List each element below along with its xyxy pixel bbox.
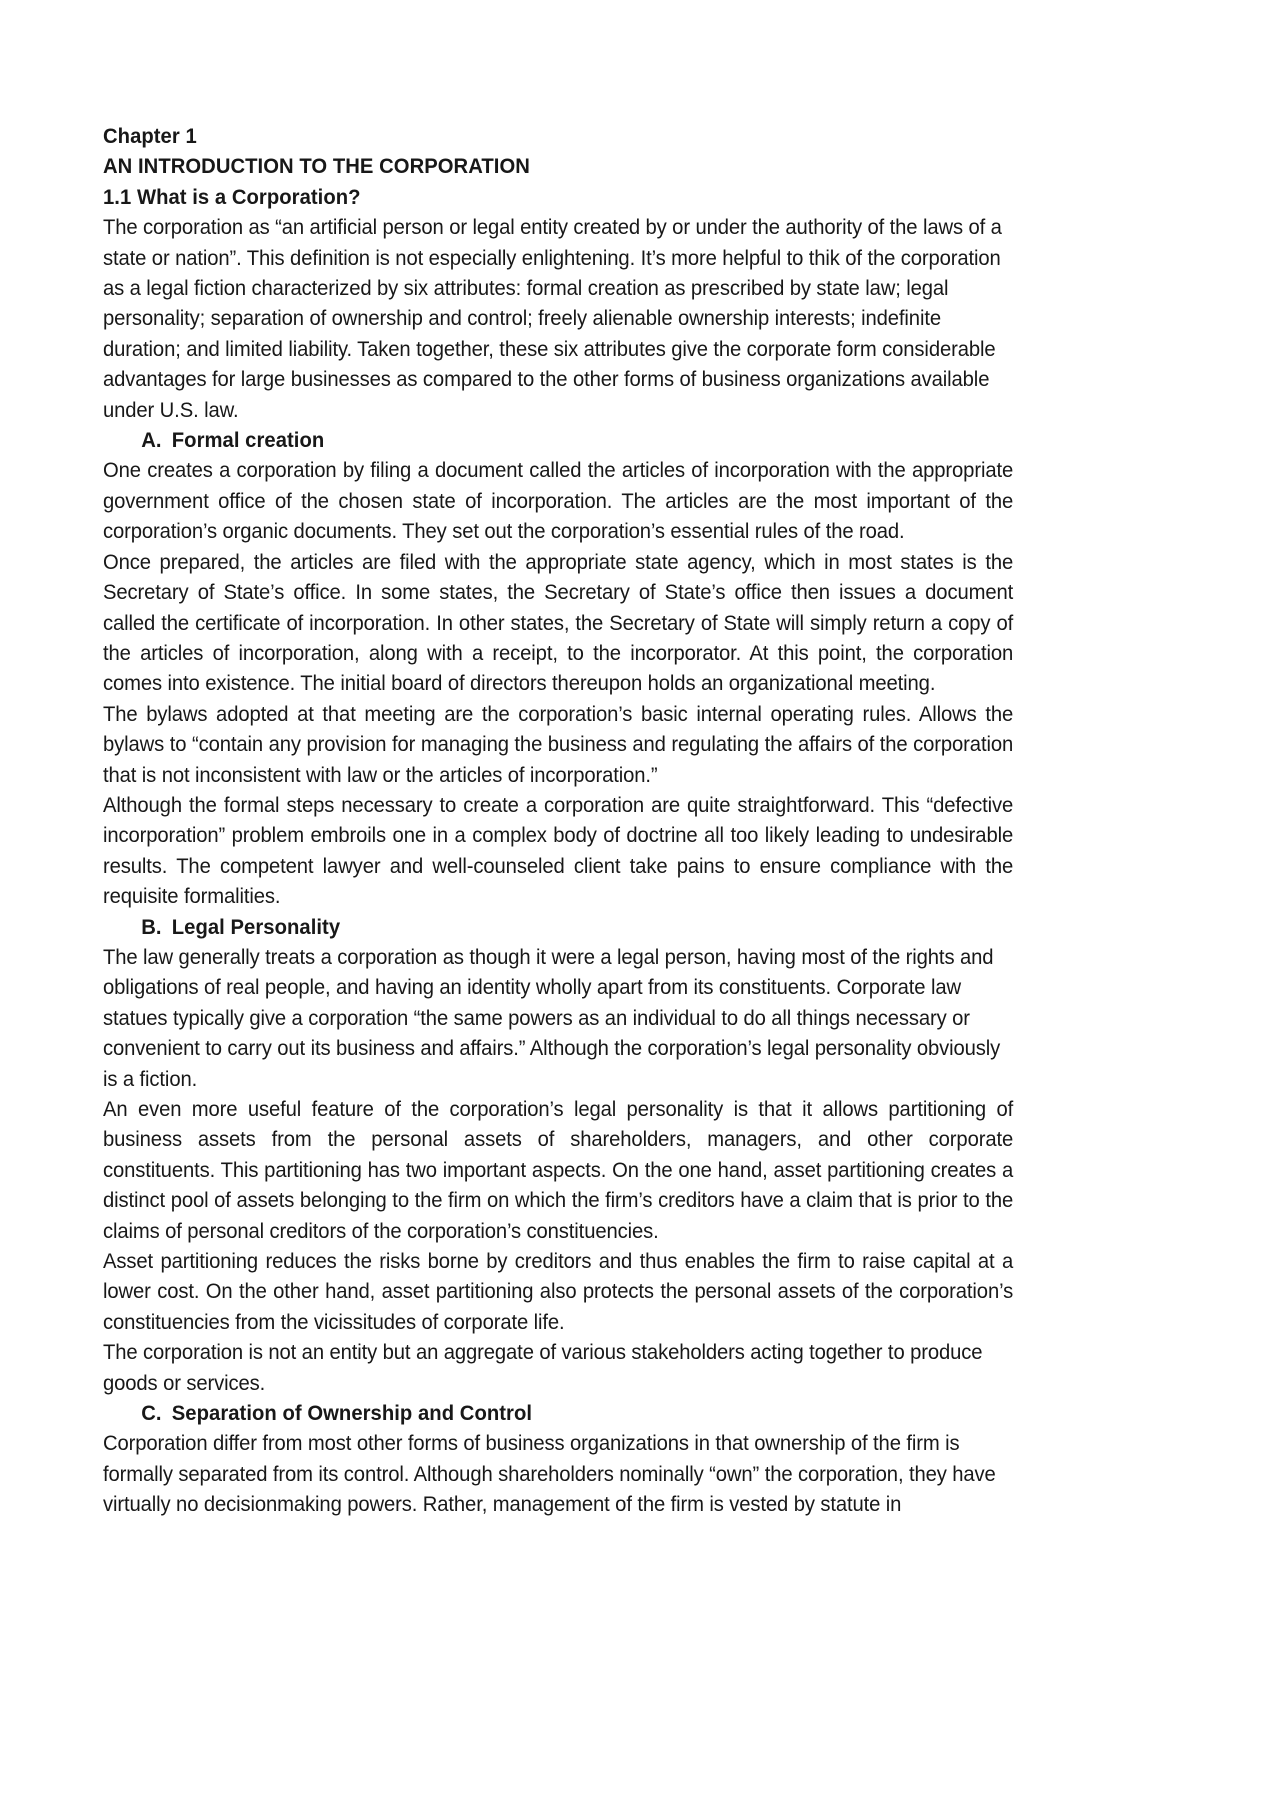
subheading-c-title: Separation of Ownership and Control bbox=[171, 1402, 533, 1426]
subheading-b bbox=[103, 913, 1051, 943]
document-body bbox=[103, 122, 1013, 1521]
subheading-a-title: Formal creation bbox=[171, 429, 325, 453]
paragraph-c-1: Corporation differ from most other forms of business organizations in that ownership of the firm is formally separated from its control. Although shareholders nominally “own” the corporation, they have virtually no decisionmaking powers. Rather, management of the firm is vested by statute in bbox=[103, 1432, 996, 1517]
section-heading: 1.1 What is a Corporation? bbox=[103, 185, 361, 209]
paragraph-a-3: The bylaws adopted at that meeting are the corporation’s basic internal operating rules. Allows the bylaws to “contain any provision for managing the business and regulating the affairs of the corporation that is not inconsistent with law or the articles of incorporation.” bbox=[103, 702, 1014, 787]
subheading-c bbox=[103, 1399, 1051, 1429]
subheading-a-letter: A. bbox=[141, 429, 162, 453]
paragraph-b-3: Asset partitioning reduces the risks borne by creditors and thus enables the firm to raise capital at a lower cost. On the other hand, asset partitioning also protects the personal assets of the corporation’s constituencies from the vicissitudes of corporate life. bbox=[103, 1250, 1014, 1334]
subheading-b-letter: B. bbox=[141, 915, 162, 939]
chapter-title: AN INTRODUCTION TO THE CORPORATION bbox=[103, 155, 530, 179]
subheading-c-letter: C. bbox=[141, 1402, 162, 1426]
subheading-a bbox=[103, 426, 1051, 456]
paragraph-b-2: An even more useful feature of the corporation’s legal personality is that it allows partitioning of business assets from the personal assets of shareholders, managers, and other corporate constituents. This partitioning has two important aspects. On the one hand, asset partitioning creates a distinct pool of assets belonging to the firm on which the firm’s creditors have a claim that is prior to the claims of personal creditors of the corporation’s constituencies. bbox=[103, 1098, 1014, 1243]
paragraph-b-4: The corporation is not an entity but an aggregate of various stakeholders acting together to produce goods or services. bbox=[103, 1341, 983, 1395]
paragraph-a-2: Once prepared, the articles are filed with the appropriate state agency, which in most states is the Secretary of State’s office. In some states, the Secretary of State’s office then issues a document called the certificate of incorporation. In other states, the Secretary of State will simply return a copy of the articles of incorporation, along with a receipt, to the incorporator. At this point, the corporation comes into existence. The initial board of directors thereupon holds an organizational meeting. bbox=[103, 550, 1014, 696]
subheading-b-title: Legal Personality bbox=[171, 915, 341, 939]
chapter-label: Chapter 1 bbox=[103, 125, 197, 148]
paragraph-intro: The corporation as “an artificial person or legal entity created by or under the authority of the laws of a state or nation”. This definition is not especially enlightening. It’s more helpful to thik of the corporation as a legal fiction characterized by six attributes: formal creation as prescribed by state law; legal personality; separation of ownership and control; freely alienable ownership interests; indefinite duration; and limited liability. Taken together, these six attributes give the corporate form considerable advantages for large businesses as compared to the other forms of business organizations available under U.S. law. bbox=[103, 216, 1002, 422]
paragraph-b-1: The law generally treats a corporation as though it were a legal person, having most of the rights and obligations of real people, and having an identity wholly apart from its constituents. Corporate law statues typically give a corporation “the same powers as an individual to do all things necessary or convenient to carry out its business and affairs.” Although the corporation’s legal personality obviously is a fiction. bbox=[103, 945, 1001, 1091]
paragraph-a-1: One creates a corporation by filing a document called the articles of incorporation with the appropriate government office of the chosen state of incorporation. The articles are the most important of the corporation’s organic documents. They set out the corporation’s essential rules of the road. bbox=[103, 459, 1014, 544]
paragraph-a-4: Although the formal steps necessary to create a corporation are quite straightforward. This “defective incorporation” problem embroils one in a complex body of doctrine all too likely leading to undesirable results. The competent lawyer and well-counseled client take pains to ensure compliance with the requisite formalities. bbox=[103, 793, 1014, 909]
